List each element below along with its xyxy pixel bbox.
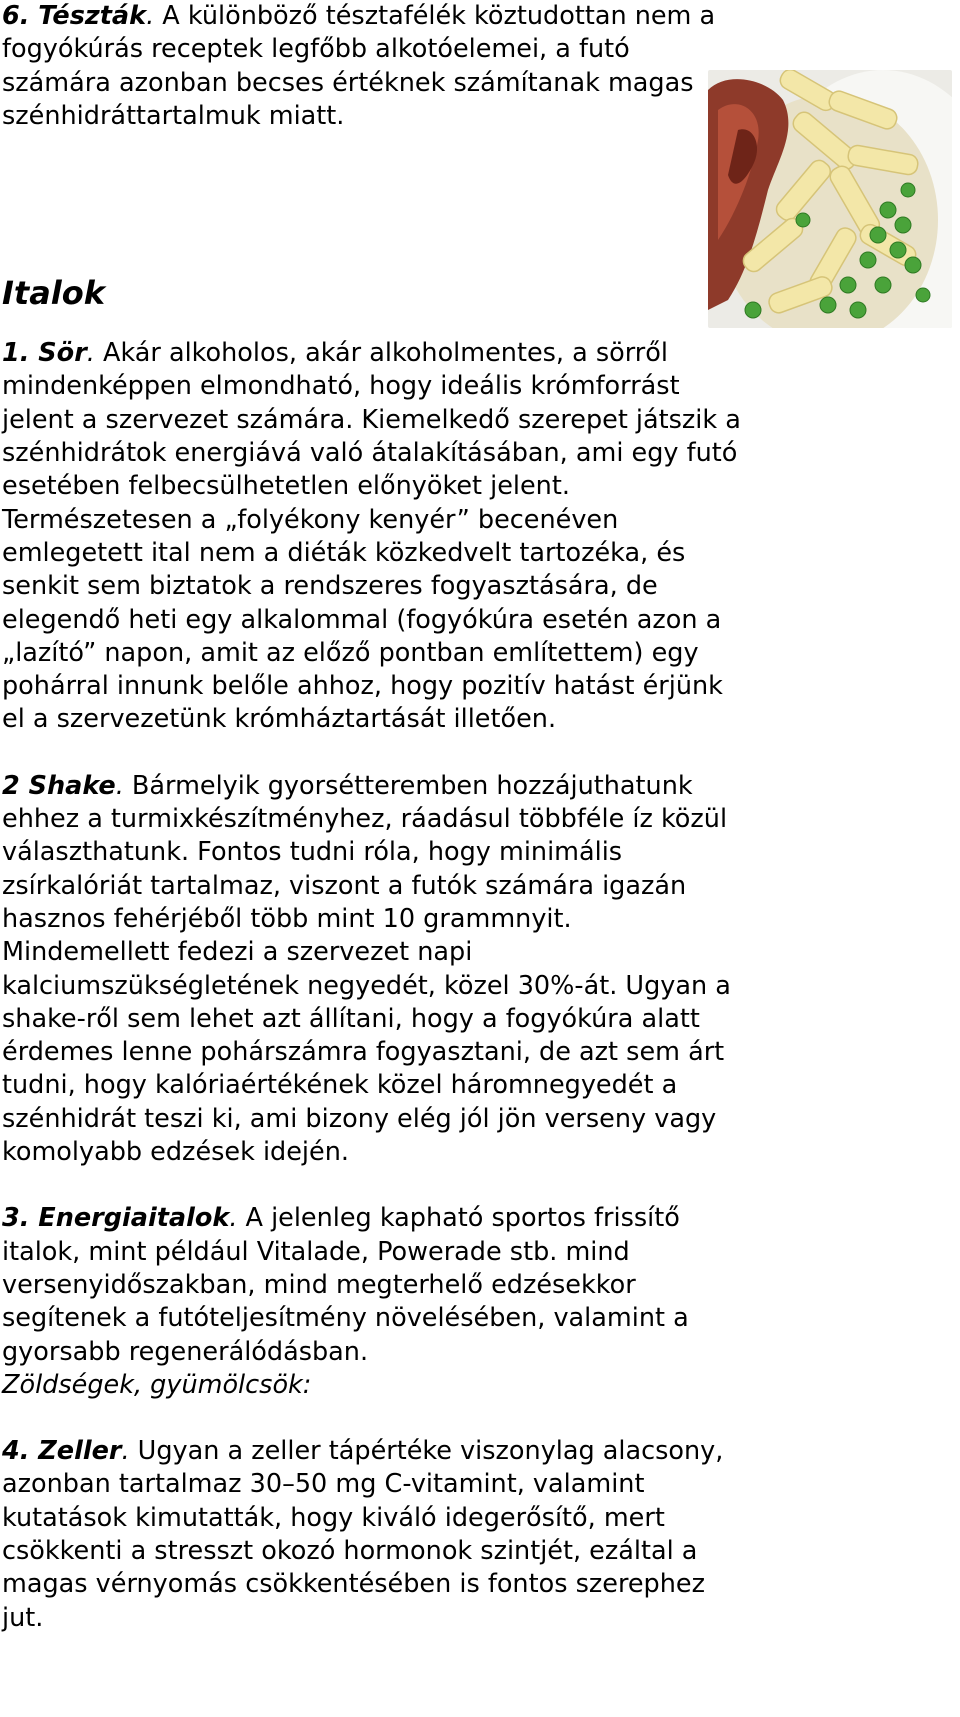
paragraph-energia: 3. Energiaitalok. A jelenleg kapható sportos frissítő italok, mint például Vitalade, Powerade stb. mind versenyidőszakban, mind megterhelő edzésekkor segítenek a futóteljesítmény növelésében, valamint a gyorsabb regenerálódásban. bbox=[2, 1203, 689, 1367]
paragraph-text: A jelenleg kapható sportos frissítő italok, mint például Vitalade, Powerade stb. mind versenyidőszakban, mind megterhelő edzésekkor segítenek a futóteljesítmény növelésében, valamint a gyorsabb regenerálódásban. bbox=[2, 1203, 689, 1367]
paragraph-text: Ugyan a zeller tápértéke viszonylag alacsony, azonban tartalmaz 30–50 mg C-vitamint, valamint kutatások kimutatták, hogy kiváló idegerősítő, mert csökkenti a stresszt okozó hormonok szintjét, ezáltal a magas vérnyomás csökkentésében is fontos szerephez jut. bbox=[2, 1436, 724, 1633]
paragraph-text: A különböző tésztafélék köztudottan nem a fogyókúrás receptek legfőbb alkotóelemei, a futó számára azonban becses értéknek számítanak magas szénhidráttartalmuk miatt. bbox=[2, 1, 716, 131]
heading-zoldsegek: Zöldségek, gyümölcsök: bbox=[2, 1369, 312, 1400]
item-label: 4. Zeller bbox=[2, 1436, 122, 1467]
paragraph-shake: 2 Shake. Bármelyik gyorsétteremben hozzájuthatunk ehhez a turmixkészítményhez, ráadásul többféle íz közül választhatunk. Fontos tudni róla, hogy minimális zsírkalóriát tartalmaz, viszont a futók számára igazán hasznos fehérjéből több mint 10 grammnyit. Mindemellett fedezi a szervezet napi kalciumszükségletének negyedét, közel 30%-át. Ugyan a shake-ről sem lehet azt állítani, hogy a fogyókúra alatt érdemes lenne pohárszámra fogyasztani, de azt sem árt tudni, hogy kalóriaértékének közel háromnegyedét a szénhidrát teszi ki, ami bizony elég jól jön verseny vagy komolyabb edzések idején. bbox=[2, 770, 731, 1168]
pasta-photo bbox=[708, 70, 952, 328]
item-label: 6. Tészták bbox=[2, 1, 147, 31]
paragraph-text: Akár alkoholos, akár alkoholmentes, a sörről mindenképpen elmondható, hogy ideális krómforrást jelent a szervezet számára. Kiemelkedő szerepet játszik a szénhidrátok energiává való átalakításában, ami egy futó esetében felbecsülhetetlen előnyöket jelent. Természetesen a „folyékony kenyér” becenéven emlegetett ital nem a diéták közkedvelt tartozéka, és senkit sem biztatok a rendszeres fogyasztására, de elegendő heti egy alkalommal (fogyókúra esetén azon a „lazító” napon, amit az előző pontban említettem) egy pohárral innunk belőle ahhoz, hogy pozitív hatást érjünk el a szervezetünk krómháztartását illetően. bbox=[2, 338, 741, 735]
paragraph-zeller: 4. Zeller. Ugyan a zeller tápértéke viszonylag alacsony, azonban tartalmaz 30–50 mg C-vitamint, valamint kutatások kimutatták, hogy kiváló idegerősítő, mert csökkenti a stresszt okozó hormonok szintjét, ezáltal a magas vérnyomás csökkentésében is fontos szerephez jut. bbox=[2, 1436, 724, 1633]
paragraph-teszta: 6. Tészták. A különböző tésztafélék köztudottan nem a fogyókúrás receptek legfőbb alkotóelemei, a futó számára azonban becses értéknek számítanak magas szénhidráttartalmuk miatt. bbox=[2, 1, 716, 131]
paragraph-text: Bármelyik gyorsétteremben hozzájuthatunk ehhez a turmixkészítményhez, ráadásul többféle íz közül választhatunk. Fontos tudni róla, hogy minimális zsírkalóriát tartalmaz, viszont a futók számára igazán hasznos fehérjéből több mint 10 grammnyit. Mindemellett fedezi a szervezet napi kalciumszükségletének negyedét, közel 30%-át. Ugyan a shake-ről sem lehet azt állítani, hogy a fogyókúra alatt érdemes lenne pohárszámra fogyasztani, de azt sem árt tudni, hogy kalóriaértékének közel háromnegyedét a szénhidrát teszi ki, ami bizony elég jól jön verseny vagy komolyabb edzések idején. bbox=[2, 770, 731, 1168]
item-label: 2 Shake bbox=[2, 770, 116, 801]
item-label: 1. Sör bbox=[2, 338, 87, 369]
paragraph-sor: 1. Sör. Akár alkoholos, akár alkoholmentes, a sörről mindenképpen elmondható, hogy ideális krómforrást jelent a szervezet számára. Kiemelkedő szerepet játszik a szénhidrátok energiává való átalakításában, ami egy futó esetében felbecsülhetetlen előnyöket jelent. Természetesen a „folyékony kenyér” becenéven emlegetett ital nem a diéták közkedvelt tartozéka, és senkit sem biztatok a rendszeres fogyasztására, de elegendő heti egy alkalommal (fogyókúra esetén azon a „lazító” napon, amit az előző pontban említettem) egy pohárral innunk belőle ahhoz, hogy pozitív hatást érjünk el a szervezetünk krómháztartását illetően. bbox=[2, 338, 741, 735]
document-body bbox=[2, 0, 742, 1635]
heading-italok: Italok bbox=[2, 274, 106, 313]
item-label: 3. Energiaitalok bbox=[2, 1203, 230, 1234]
